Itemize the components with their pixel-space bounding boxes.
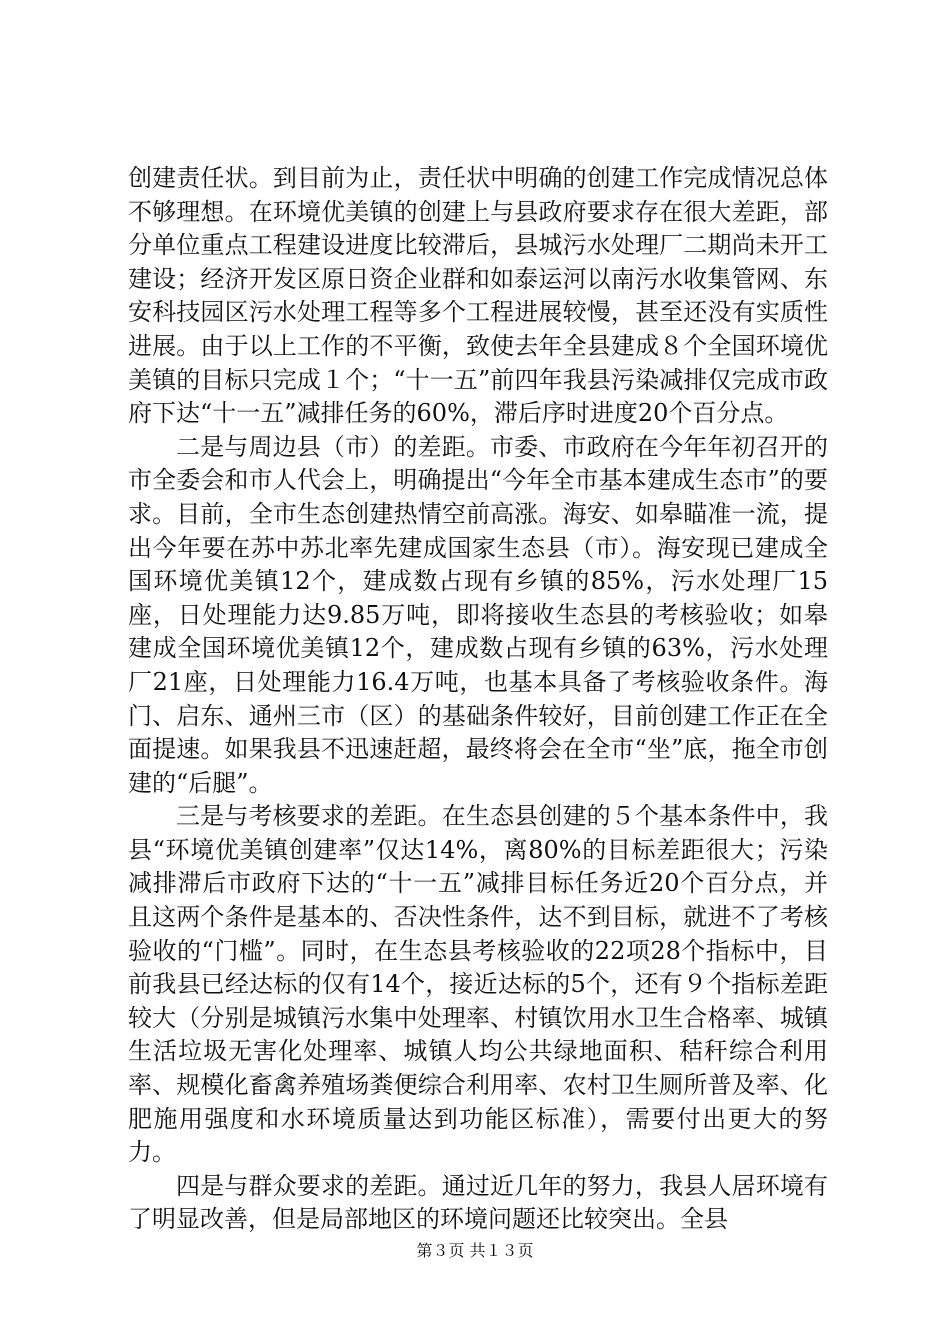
paragraph-3: 三是与考核要求的差距。在生态县创建的５个基本条件中，我县“环境优美镇创建率”仅达14%，离80%的目标差距很大；污染减排滞后市政府下达的“十一五”减排目标任务近20个百分点，并且这两个条件是基本的、否决性条件，达不到目标，就进不了考核验收的“门槛”。同时，在生态县考核验收的22项28个指标中，目前我县已经达标的仅有14个，接近达标的5个，还有９个指标差距较大（分别是城镇污水集中处理率、村镇饮用水卫生合格率、城镇生活垃圾无害化处理率、城镇人均公共绿地面积、秸秆综合利用率、规模化畜禽养殖场粪便综合利用率、农村卫生厕所普及率、化肥施用强度和水环境质量达到功能区标准），需要付出更大的努力。	[128, 802, 828, 1167]
paragraph-4: 四是与群众要求的差距。通过近几年的努力，我县人居环境有了明显改善，但是局部地区的环境问题还比较突出。全县	[128, 1171, 828, 1234]
paragraph-2: 二是与周边县（市）的差距。市委、市政府在今年年初召开的市全委会和市人代会上，明确提出“今年全市基本建成生态市”的要求。目前，全市生态创建热情空前高涨。海安、如皋瞄准一流，提出今年要在苏中苏北率先建成国家生态县（市）。海安现已建成全国环境优美镇12个，建成数占现有乡镇的85%，污水处理厂15座，日处理能力达9.85万吨，即将接收生态县的考核验收；如皋建成全国环境优美镇12个，建成数占现有乡镇的63%，污水处理厂21座，日处理能力16.4万吨，也基本具备了考核验收条件。海门、启东、通州三市（区）的基础条件较好，目前创建工作正在全面提速。如果我县不迅速赶超，最终将会在全市“坐”底，拖全市创建的“后腿”。	[128, 432, 828, 797]
document-body	[128, 162, 828, 1237]
page-number-footer: 第３页 共１３页	[416, 1241, 534, 1260]
paragraph-1: 创建责任状。到目前为止，责任状中明确的创建工作完成情况总体不够理想。在环境优美镇的创建上与县政府要求存在很大差距，部分单位重点工程建设进度比较滞后，县城污水处理厂二期尚未开工建设；经济开发区原日资企业群和如泰运河以南污水收集管网、东安科技园区污水处理工程等多个工程进展较慢，甚至还没有实质性进展。由于以上工作的不平衡，致使去年全县建成８个全国环境优美镇的目标只完成１个；“十一五”前四年我县污染减排仅完成市政府下达“十一五”减排任务的60%，滞后序时进度20个百分点。	[128, 164, 828, 428]
